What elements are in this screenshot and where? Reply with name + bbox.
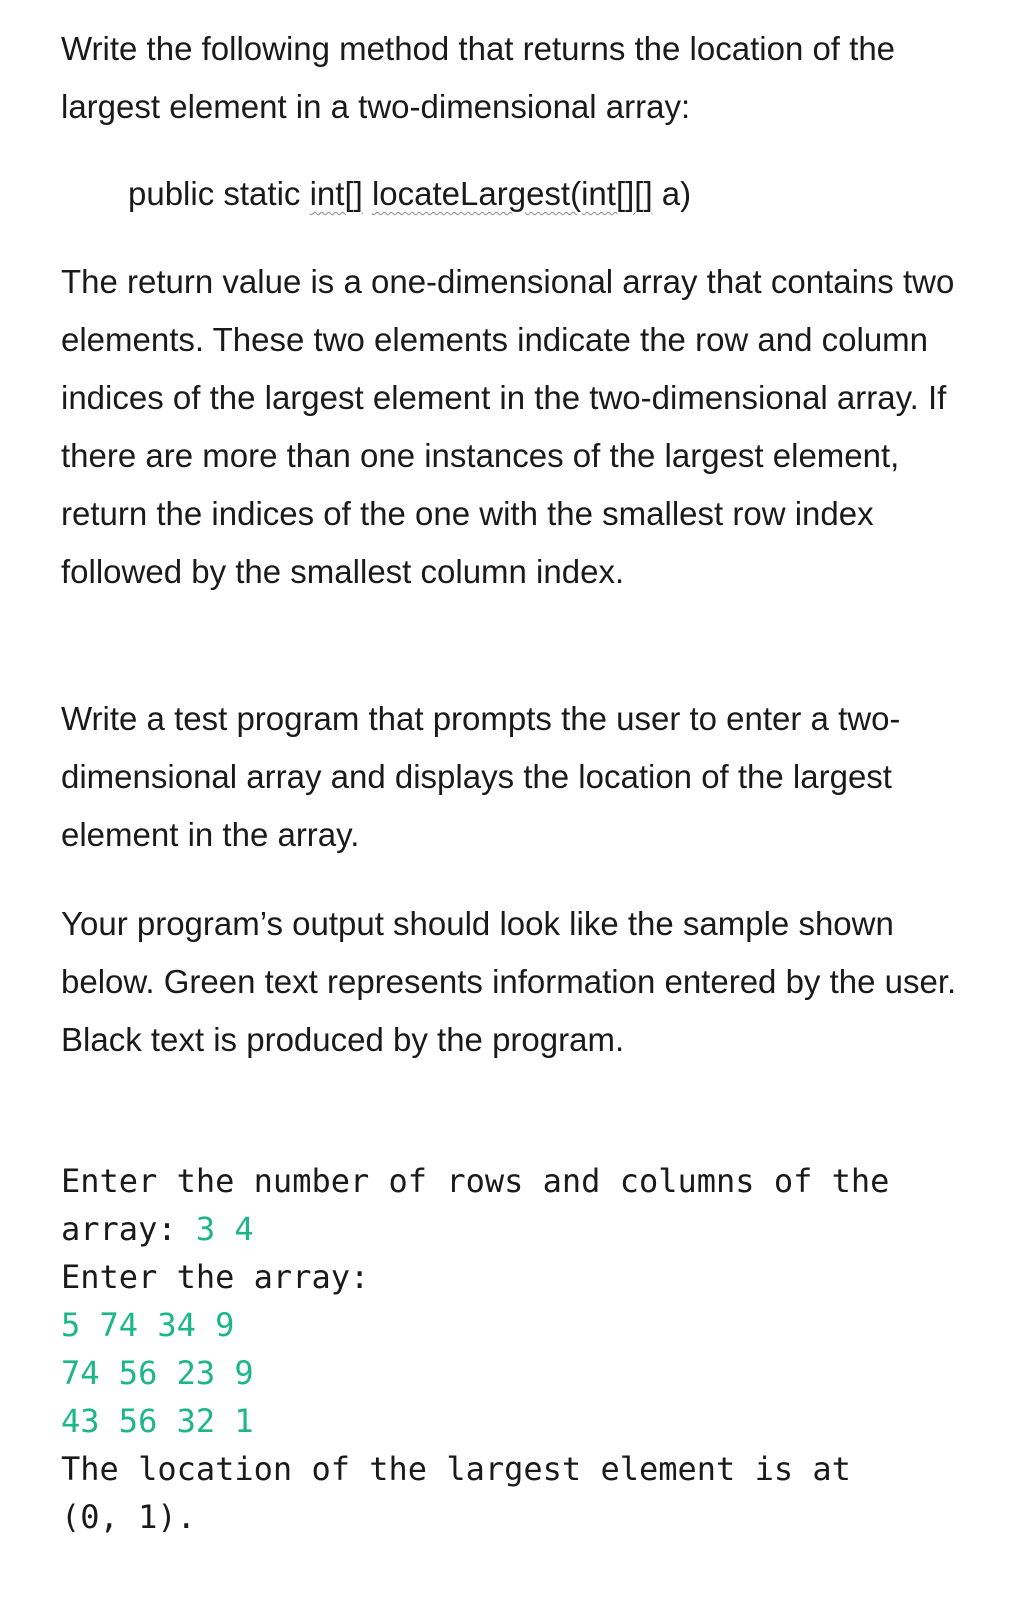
array-row-input: 43 56 32 1 [61,1402,254,1440]
signature-suffix: a) [652,175,692,212]
dims-input: 3 4 [195,1210,254,1248]
array-row-input: 5 74 34 9 [61,1306,235,1344]
result-line2: (0, 1). [61,1498,196,1536]
signature-method-call: locateLargest(int[][] [371,175,653,212]
test-instructions-paragraph: Write a test program that prompts the user to enter a two-dimensional array and displays the location of the largest element in the array. [61,700,901,853]
signature-return-type: int[] [309,175,363,212]
signature-space [363,175,372,212]
method-signature [128,165,691,223]
prompt-dims-line1: Enter the number of rows and columns of the [61,1162,890,1200]
intro-paragraph: Write the following method that returns the location of the largest element in a two-dimensional array: [61,30,896,125]
output-note-paragraph: Your program’s output should look like the sample shown below. Green text represents information entered by the user. Black text is produced by the program. [61,905,957,1058]
signature-prefix: public static [128,175,310,212]
prompt-dims-line2 [61,1205,981,1253]
description-paragraph: The return value is a one-dimensional array that contains two elements. These two elements indicate the row and column indices of the largest element in the two-dimensional array. If there are more than one instances of the largest element, return the indices of the one with the smallest row index followed by the smallest column index. [61,263,955,590]
result-line1: The location of the largest element is at [61,1450,851,1488]
sample-output [61,1157,981,1541]
prompt-array-line: Enter the array: [61,1258,370,1296]
prompt-dims-label: array: [61,1210,196,1248]
array-row-input: 74 56 23 9 [61,1354,254,1392]
